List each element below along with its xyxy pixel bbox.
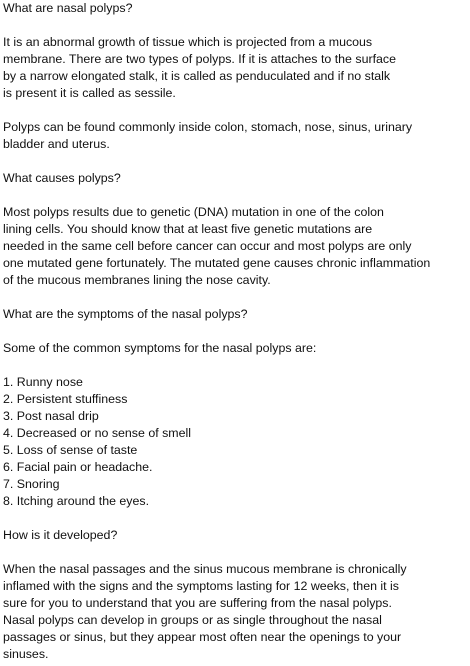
paragraph-development: When the nasal passages and the sinus mucous membrane is chronically inflamed with the signs and the symptoms lasting for 12 weeks, then it is sure for you to understand that you are suffering from the nasal polyps. Nasal polyps can develop in groups or as single throughout the nasal passages or sinus, but they appear most often near the openings to your sinuses. — [3, 562, 407, 661]
section-heading-what-causes-polyps: What causes polyps? — [3, 171, 121, 185]
list-item: 7. Snoring — [3, 477, 60, 491]
symptoms-list — [3, 374, 470, 510]
list-item: 6. Facial pain or headache. — [3, 460, 153, 474]
paragraph-locations: Polyps can be found commonly inside colon, stomach, nose, sinus, urinary bladder and uterus. — [3, 120, 413, 151]
list-item: 4. Decreased or no sense of smell — [3, 426, 192, 440]
list-item: 5. Loss of sense of taste — [3, 443, 138, 457]
paragraph-definition: It is an abnormal growth of tissue which is projected from a mucous membrane. There are two types of polyps. If it is attaches to the surface by a narrow elongated stalk, it is called as penduculated and if no stalk is present it is called as sessile. — [3, 35, 397, 100]
paragraph-symptoms-intro: Some of the common symptoms for the nasal polyps are: — [3, 341, 317, 355]
section-heading-how-developed: How is it developed? — [3, 528, 118, 542]
paragraph-causes: Most polyps results due to genetic (DNA) mutation in one of the colon lining cells. You should know that at least five genetic mutations are needed in the same cell before cancer can occur and most polyps are only one mutated gene fortunately. The mutated gene causes chronic inflammation of the mucous membranes lining the nose cavity. — [3, 205, 431, 287]
list-item: 3. Post nasal drip — [3, 409, 99, 423]
section-heading-symptoms: What are the symptoms of the nasal polyps? — [3, 307, 248, 321]
list-item: 8. Itching around the eyes. — [3, 494, 150, 508]
list-item: 2. Persistent stuffiness — [3, 392, 128, 406]
list-item: 1. Runny nose — [3, 375, 83, 389]
section-heading-what-are-nasal-polyps: What are nasal polyps? — [3, 1, 133, 15]
